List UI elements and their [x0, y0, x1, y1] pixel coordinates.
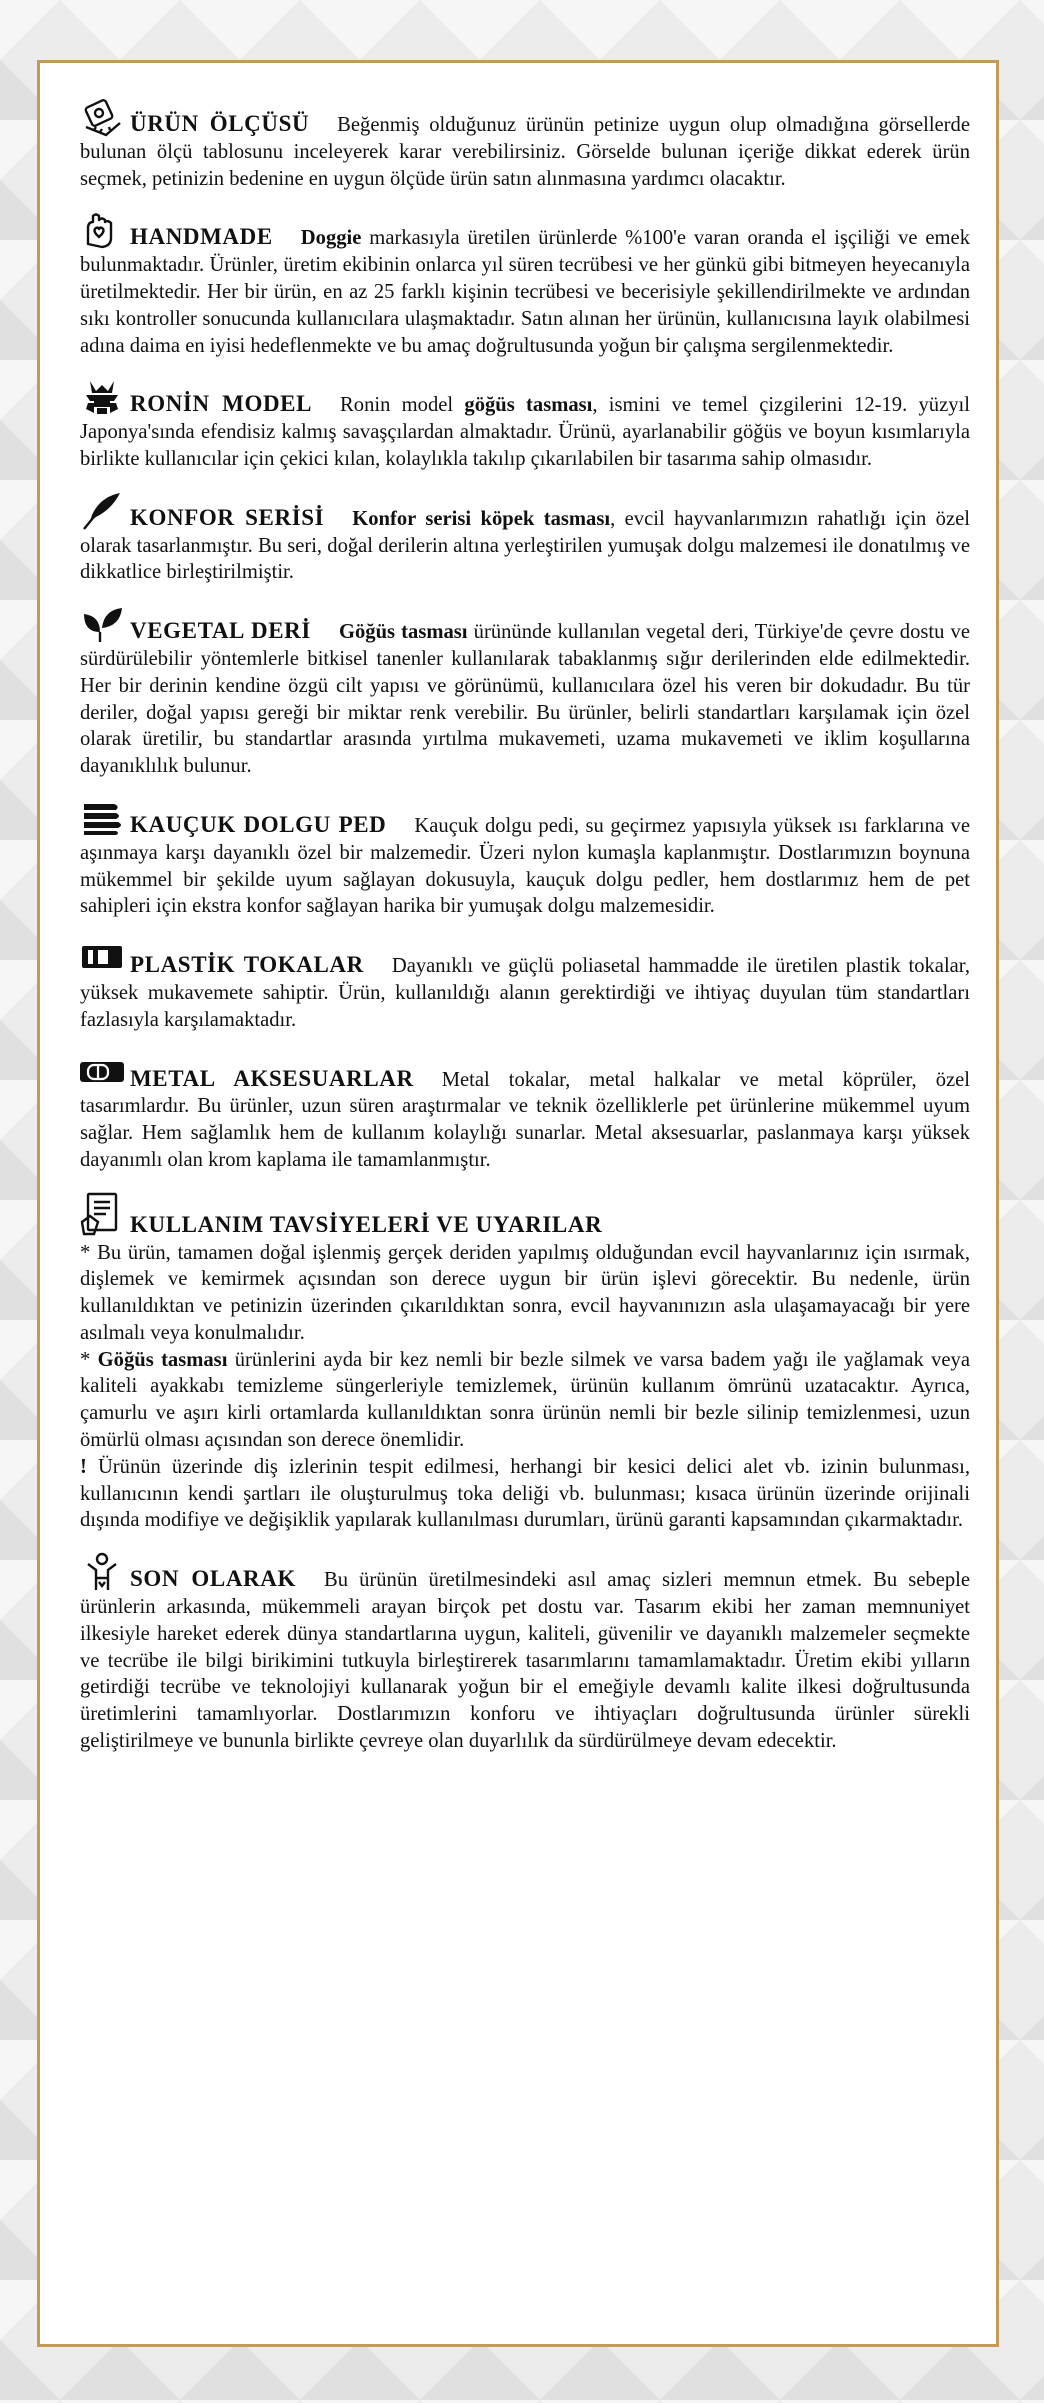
- section-paragraph: VEGETAL DERİ Göğüs tasması ürününde kullanılan vegetal deri, Türkiye'de çevre dostu ve sürdürülebilir yöntemlerle bitkisel tanenler kullanılarak tabaklanmış sığır derilerinden elde edilmektedir. Her bir derinin kendine özgü cilt yapısı ve görünümü, kullanıcılara özel his veren bir dokudadır. Bu tür deriler, doğal yapısı gereği bir miktar renk verebilir. Bu ürünler, belirli standartları karşılamak için özel olarak üretilir, bu standartlar arasında yırtılma mukavemeti, uzama mukavemeti ve iklim koşullarına dayanıklılık bulunur.: [80, 604, 970, 780]
- section-kaucuk-dolgu-ped: [80, 798, 970, 920]
- section-title: HANDMADE: [130, 224, 273, 250]
- hand-heart-icon: [80, 210, 124, 250]
- leaf-icon: [80, 604, 124, 644]
- section-paragraph: SON OLARAK Bu ürünün üretilmesindeki asıl amaç sizleri memnun etmek. Bu sebeple ürünlerin arkasında, mükemmeli arayan birçok pet dostu var. Tasarım ekibi her zaman memnuniyet ilkesiyle hareket ederek dünya standartlarına uygun, kaliteli, güvenilir ve dayanıklı malzemeler seçmekte ve tecrübe ile bilgi birikimini tutkuyla birleştirerek tasarımlarını tamamlamaktadır. Üretim ekibi yılların getirdiği tecrübe ve teknolojiyi kullanarak yoğun bir el emeğiyle devamlı kalite ilkesi doğrultusunda üretimlerini tamamlıyorlar. Dostlarımızın konforu ve ihtiyaçları doğrultusunda ürünler sürekli geliştirilmeye ve bununla birlikte çevreye olan duyarlılık da sürdürülmeye devam edecektir.: [80, 1552, 970, 1755]
- section-urun-olcusu: [80, 97, 970, 192]
- section-title: PLASTİK TOKALAR: [130, 952, 364, 978]
- section-paragraph: KAUÇUK DOLGU PED Kauçuk dolgu pedi, su geçirmez yapısıyla yüksek ısı farklarına ve aşınmaya karşı dayanıklı özel bir malzemedir. Üzeri nylon kumaşla kaplanmıştır. Dostlarımızın boynuna mükemmel bir şekilde uyum sağlayan dokusuyla, kauçuk dolgu pedler, hem dostlarımız hem de pet sahipleri için ekstra konfor sağlayan harika bir yumuşak dolgu malzemesidir.: [80, 798, 970, 920]
- content-body: [80, 97, 970, 1755]
- section-title: KONFOR SERİSİ: [130, 504, 325, 530]
- section-title: RONİN MODEL: [130, 391, 313, 417]
- section-kullanim-tavsiyeleri: [80, 1192, 970, 1535]
- section-title: ÜRÜN ÖLÇÜSÜ: [130, 111, 310, 136]
- section-paragraph: PLASTİK TOKALAR Dayanıklı ve güçlü poliasetal hammadde ile üretilen plastik tokalar, yüksek mukavemete sahiptir. Ürün, kullanıldığı alanın gerektirdiği ve ihtiyaç duyulan tüm standartları fazlasıyla karşılamaktadır.: [80, 938, 970, 1033]
- section-paragraph: METAL AKSESUARLAR Metal tokalar, metal halkalar ve metal köprüler, özel tasarımlardır. Bu ürünler, uzun süren araştırmalar ve teknik özelliklerle pet ürünlerine mükemmel uyum sağlar. Hem sağlamlık hem de kullanım kolaylığı sunarlar. Metal aksesuarlar, paslanmaya karşı yüksek dayanımlı olan krom kaplama ile tamamlanmıştır.: [80, 1052, 970, 1174]
- samurai-helmet-icon: [80, 377, 124, 417]
- metal-buckle-icon: [80, 1052, 124, 1092]
- section-paragraph: * Bu ürün, tamamen doğal işlenmiş gerçek deriden yapılmış olduğundan evcil hayvanlarınız için ısırmak, dişlemek ve kemirmek açısından son derece uygun bir ürün işlevi görecektir. Bu nedenle, ürün kullanıldıktan ve petinizin üzerinden çıkarıldıktan sonra, evcil hayvanınızın asla ulaşamayacağı bir yere asılmalı veya konulmalıdır.: [80, 1241, 970, 1344]
- section-title: KAUÇUK DOLGU PED: [130, 811, 387, 837]
- content-card: [37, 60, 999, 2347]
- section-konfor-serisi: [80, 491, 970, 586]
- document-hand-icon: [80, 1192, 124, 1236]
- section-paragraph: HANDMADE Doggie markasıyla üretilen ürünlerde %100'e varan oranda el işçiliği ve emek bulunmaktadır. Ürünler, üretim ekibinin onlarca yıl süren tecrübesi ve her günkü gibi bitmeyen heyecanıyla üretilmektedir. Her bir ürün, en az 25 farklı kişinin tecrübesi ve becerisiyle şekillendirilmekte ve ardından sıkı kontroller sonucunda kullanıcılara ulaşmaktadır. Satın alınan her ürünün, kullanıcısına layık olabilmesi adına daima en iyisi hedeflenmekte ve bu amaç doğrultusunda yoğun bir çalışma sergilenmektedir.: [80, 210, 970, 359]
- measuring-tape-icon: [80, 97, 124, 137]
- section-paragraph: RONİN MODEL Ronin model göğüs tasması, ismini ve temel çizgilerini 12-19. yüzyıl Japonya'sında efendisiz kalmış savaşçılardan almaktadır. Ürünü, ayarlanabilir göğüs ve boyun kısımlarıyla birlikte kullanıcılar için çekici kılan, kolaylıkla takılıp çıkarılabilen bir tasarıma sahip olmasıdır.: [80, 377, 970, 472]
- person-award-icon: [80, 1552, 124, 1592]
- section-title: METAL AKSESUARLAR: [130, 1065, 414, 1091]
- feather-icon: [80, 491, 124, 531]
- section-paragraph: ÜRÜN ÖLÇÜSÜ Beğenmiş olduğunuz ürünün petinize uygun olup olmadığına görsellerde bulunan ölçü tablosunu inceleyerek karar verebilirsiniz. Görselde bulunan içeriğe dikkat ederek ürün seçmek, petinizin bedenine en uygun ölçüde ürün satın alınmasına yardımcı olacaktır.: [80, 97, 970, 192]
- layered-pads-icon: [80, 798, 124, 838]
- section-title: KULLANIM TAVSİYELERİ VE UYARILAR: [130, 1211, 603, 1237]
- section-heading: [80, 1192, 970, 1240]
- section-vegetal-deri: [80, 604, 970, 780]
- section-ronin-model: [80, 377, 970, 472]
- section-son-olarak: [80, 1552, 970, 1755]
- section-metal-aksesuarlar: [80, 1052, 970, 1174]
- section-title: VEGETAL DERİ: [130, 618, 311, 644]
- section-handmade: [80, 210, 970, 359]
- section-paragraph: * Göğüs tasması ürünlerini ayda bir kez nemli bir bezle silmek ve varsa badem yağı ile yağlamak veya kaliteli ayakkabı temizleme süngerleriyle temizlemek, ürünün kullanım ömrünü uzatacaktır. Ayrıca, çamurlu ve aşırı kirli ortamlarda kullanıldıktan sonra ürünün nemli bir bezle silinip temizlenmesi, uzun ömürlü olması açısından son derece önemlidir.: [80, 1348, 970, 1452]
- section-title: SON OLARAK: [130, 1566, 296, 1592]
- section-paragraph: KONFOR SERİSİ Konfor serisi köpek tasması, evcil hayvanlarımızın rahatlığı için özel olarak tasarlanmıştır. Bu seri, doğal derilerin altına yerleştirilen yumuşak dolgu malzemesi ile donatılmış ve dikkatlice birleştirilmiştir.: [80, 491, 970, 586]
- section-plastik-tokalar: [80, 938, 970, 1033]
- section-paragraph: ! Ürünün üzerinde diş izlerinin tespit edilmesi, herhangi bir kesici delici alet vb. izinin bulunması, kullanıcının kendi şartları ile oluşturulmuş toka deliği vb. bulunması; kısaca ürünün üzerinde orijinali dışında modifiye ve değişiklik yapılarak kullanılması durumları, ürünü garanti kapsamından çıkarmaktadır.: [80, 1455, 970, 1532]
- buckle-icon: [80, 938, 124, 978]
